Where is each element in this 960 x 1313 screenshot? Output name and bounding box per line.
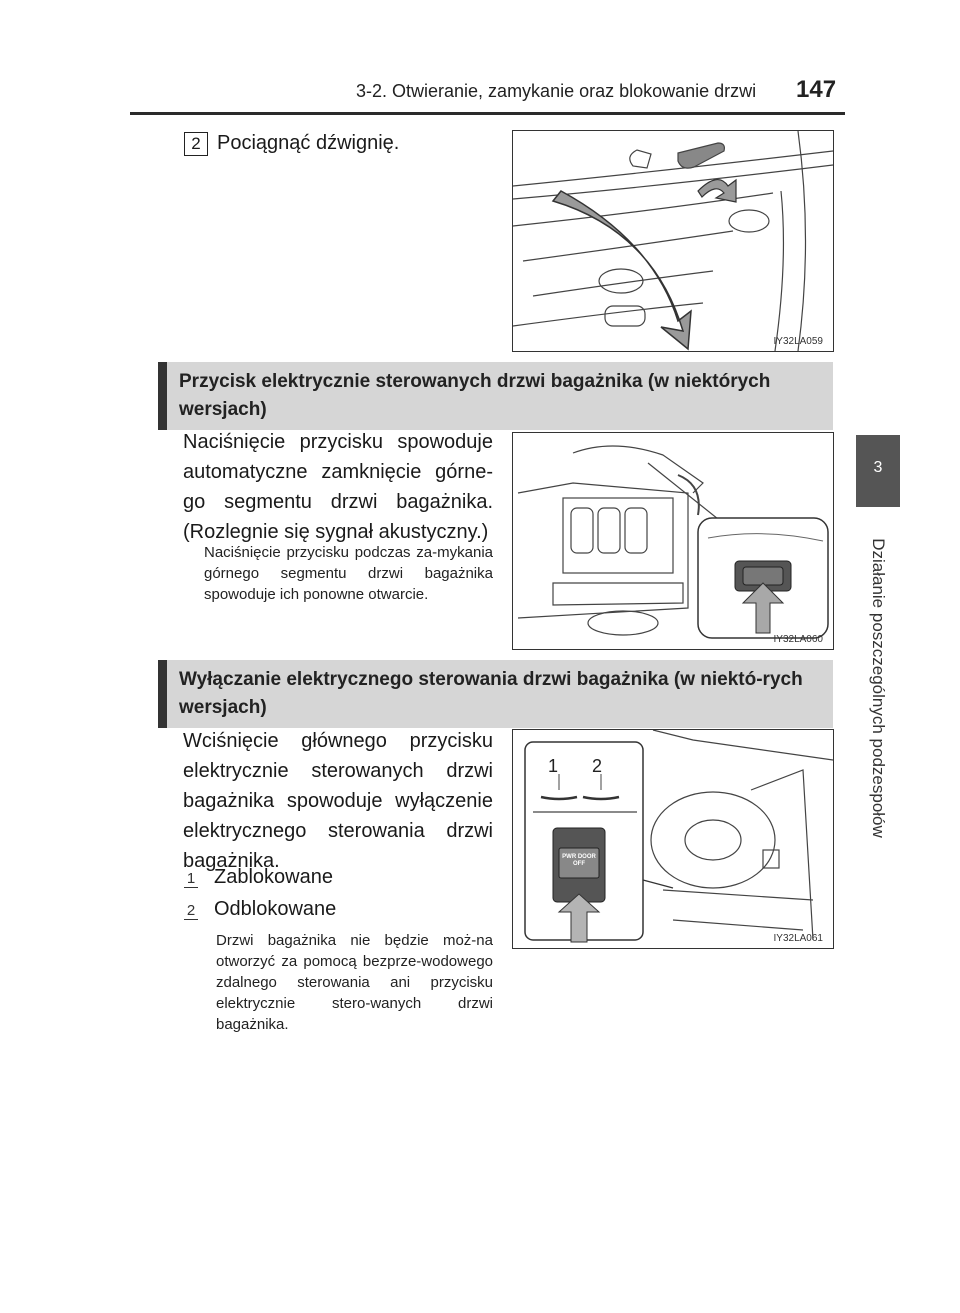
section1-body: Naciśnięcie przycisku spowoduje automatyczne zamknięcie górne-go segmentu drzwi bagażnika. (Rozlegnie się sygnał akustyczny.) <box>183 431 493 543</box>
header-rule <box>130 112 845 115</box>
section2-note: Drzwi bagażnika nie będzie moż-na otworzyć za pomocą bezprze-wodowego zdalnego sterowania ani przycisku elektrycznie stero-wanych drzwi bagażnika. <box>216 932 493 1033</box>
back-door-switch-illustration <box>513 433 833 649</box>
chapter-side-label <box>860 510 896 865</box>
callout-1: 1 <box>548 756 559 776</box>
figure-door-lever <box>512 130 834 352</box>
section-heading-power-back-door-switch: Przycisk elektrycznie sterowanych drzwi bagażnika (w niektórych wersjach) <box>158 362 833 430</box>
list-item-label: Odblokowane <box>214 898 337 920</box>
chapter-title: Działanie poszczególnych podzespołów <box>869 537 888 838</box>
step-number-badge: 2 <box>184 132 208 156</box>
figure-code: IY32LA059 <box>773 336 823 347</box>
list-item-label: Zablokowane <box>214 866 333 888</box>
running-header-title: 3-2. Otwieranie, zamykanie oraz blokowanie drzwi <box>356 81 757 101</box>
list-item-number: 2 <box>184 903 198 920</box>
section1-note: Naciśnięcie przycisku podczas za-mykania górnego segmentu drzwi bagażnika spowoduje ich ponowne otwarcie. <box>204 544 493 603</box>
chapter-tab <box>856 435 900 507</box>
chapter-number: 3 <box>873 459 883 476</box>
list-item-locked <box>184 866 333 889</box>
callout-2: 2 <box>592 756 603 776</box>
step-instruction: Pociągnąć dźwignię. <box>217 132 400 154</box>
section-heading-power-back-door-off: Wyłączanie elektrycznego sterowania drzwi bagażnika (w niektó-rych wersjach) <box>158 660 833 728</box>
figure-back-door-switch <box>512 432 834 650</box>
power-door-off-illustration <box>513 730 833 948</box>
list-item-unlocked <box>184 898 336 921</box>
door-lever-illustration <box>513 131 833 351</box>
list-item-number: 1 <box>184 871 198 888</box>
page-number: 147 <box>796 76 837 103</box>
pwr-door-off-switch-label: PWR DOOR OFF <box>562 854 596 867</box>
figure-code: IY32LA060 <box>773 634 823 645</box>
figure-code: IY32LA061 <box>773 933 823 944</box>
section2-body: Wciśnięcie głównego przycisku elektrycznie sterowanych drzwi bagażnika spowoduje wyłączenie elektrycznego sterowania drzwi bagażnika. <box>183 730 493 872</box>
figure-power-door-off-switch <box>512 729 834 949</box>
